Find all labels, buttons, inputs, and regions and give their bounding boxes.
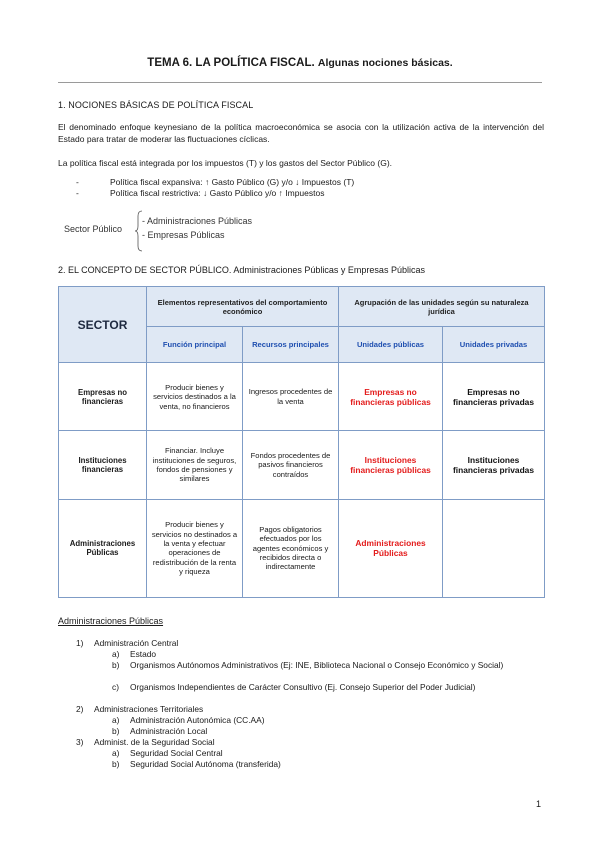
list-letter: a) <box>112 715 120 725</box>
table-sector-label: SECTOR <box>59 287 147 363</box>
list-number: 1) <box>76 638 84 648</box>
table-subheader: Unidades públicas <box>339 327 443 363</box>
bullet-item: - Política fiscal restrictiva: ↓ Gasto Público y/o ↑ Impuestos <box>76 188 325 198</box>
section1-paragraph-2: La política fiscal está integrada por los impuestos (T) y los gastos del Sector Público (G). <box>58 158 393 168</box>
list-letter: a) <box>112 649 120 659</box>
cell-funcion: Producir bienes y servicios no destinados a la venta y efectuar operaciones de redistribución de la renta y riqueza <box>147 499 243 597</box>
list-subitem: Administración Local <box>130 726 208 736</box>
section1-paragraph-1: El denominado enfoque keynesiano de la política macroeconómica se asocia con la utilización activa de la intervención del Estado para tratar de moderar las fluctuaciones cíclicas. <box>58 122 544 144</box>
section2-heading: 2. EL CONCEPTO DE SECTOR PÚBLICO. Administraciones Públicas y Empresas Públicas <box>58 265 425 275</box>
cell-recursos: Ingresos procedentes de la venta <box>243 363 339 431</box>
table-subheader: Recursos principales <box>243 327 339 363</box>
title-main: TEMA 6. LA POLÍTICA FISCAL. <box>147 57 315 69</box>
list-letter: b) <box>112 759 120 769</box>
section1-heading: 1. NOCIONES BÁSICAS DE POLÍTICA FISCAL <box>58 100 254 110</box>
table-row <box>59 499 545 597</box>
list-letter: b) <box>112 660 120 670</box>
title-sub: Algunas nociones básicas. <box>317 57 453 69</box>
cell-publicas: Empresas no financieras públicas <box>339 363 443 431</box>
list-number: 3) <box>76 737 84 747</box>
admin-heading: Administraciones Públicas <box>58 616 164 626</box>
table-group-header: Elementos representativos del comportamiento económico <box>147 287 339 327</box>
list-letter: b) <box>112 726 120 736</box>
table-row <box>59 431 545 499</box>
cell-privadas: Empresas no financieras privadas <box>443 363 545 431</box>
row-label: Empresas no financieras <box>59 363 147 431</box>
diagram-item: - Administraciones Públicas <box>142 216 253 226</box>
cell-funcion: Producir bienes y servicios destinados a la venta, no financieros <box>147 363 243 431</box>
list-letter: a) <box>112 748 120 758</box>
cell-recursos: Pagos obligatorios efectuados por los agentes económicos y recibidos directa o indirectamente <box>243 499 339 597</box>
cell-publicas: Instituciones financieras públicas <box>339 431 443 499</box>
title-divider <box>58 82 542 83</box>
list-item: Administración Central <box>94 638 179 648</box>
list-item: Administ. de la Seguridad Social <box>94 737 215 747</box>
list-subitem: Estado <box>130 649 157 659</box>
cell-publicas: Administraciones Públicas <box>339 499 443 597</box>
cell-privadas <box>443 499 545 597</box>
sector-table <box>58 286 545 598</box>
diagram-label: Sector Público <box>64 224 123 234</box>
page-number: 1 <box>536 799 542 809</box>
list-subitem: Seguridad Social Autónoma (transferida) <box>130 759 281 769</box>
row-label: Administraciones Públicas <box>59 499 147 597</box>
admin-list <box>58 638 544 788</box>
cell-recursos: Fondos procedentes de pasivos financieros contraídos <box>243 431 339 499</box>
table-row <box>59 363 545 431</box>
page-title <box>0 57 600 69</box>
table-subheader: Unidades privadas <box>443 327 545 363</box>
cell-privadas: Instituciones financieras privadas <box>443 431 545 499</box>
sector-diagram <box>64 208 284 252</box>
list-item: Administraciones Territoriales <box>94 704 204 714</box>
diagram-item: - Empresas Públicas <box>142 230 225 240</box>
list-letter: c) <box>112 682 119 692</box>
list-number: 2) <box>76 704 84 714</box>
table-subheader: Función principal <box>147 327 243 363</box>
list-subitem: Seguridad Social Central <box>130 748 223 758</box>
list-subitem: Organismos Independientes de Carácter Consultivo (Ej. Consejo Superior del Poder Judicial) <box>130 682 476 692</box>
cell-funcion: Financiar. Incluye instituciones de seguros, fondos de pensiones y similares <box>147 431 243 499</box>
table-group-header: Agrupación de las unidades según su naturaleza jurídica <box>339 287 545 327</box>
row-label: Instituciones financieras <box>59 431 147 499</box>
bullet-item: - Política fiscal expansiva: ↑ Gasto Público (G) y/o ↓ Impuestos (T) <box>76 177 355 187</box>
list-subitem: Organismos Autónomos Administrativos (Ej: INE, Biblioteca Nacional o Consejo Económico y Social) <box>130 660 504 670</box>
list-subitem: Administración Autonómica (CC.AA) <box>130 715 265 725</box>
